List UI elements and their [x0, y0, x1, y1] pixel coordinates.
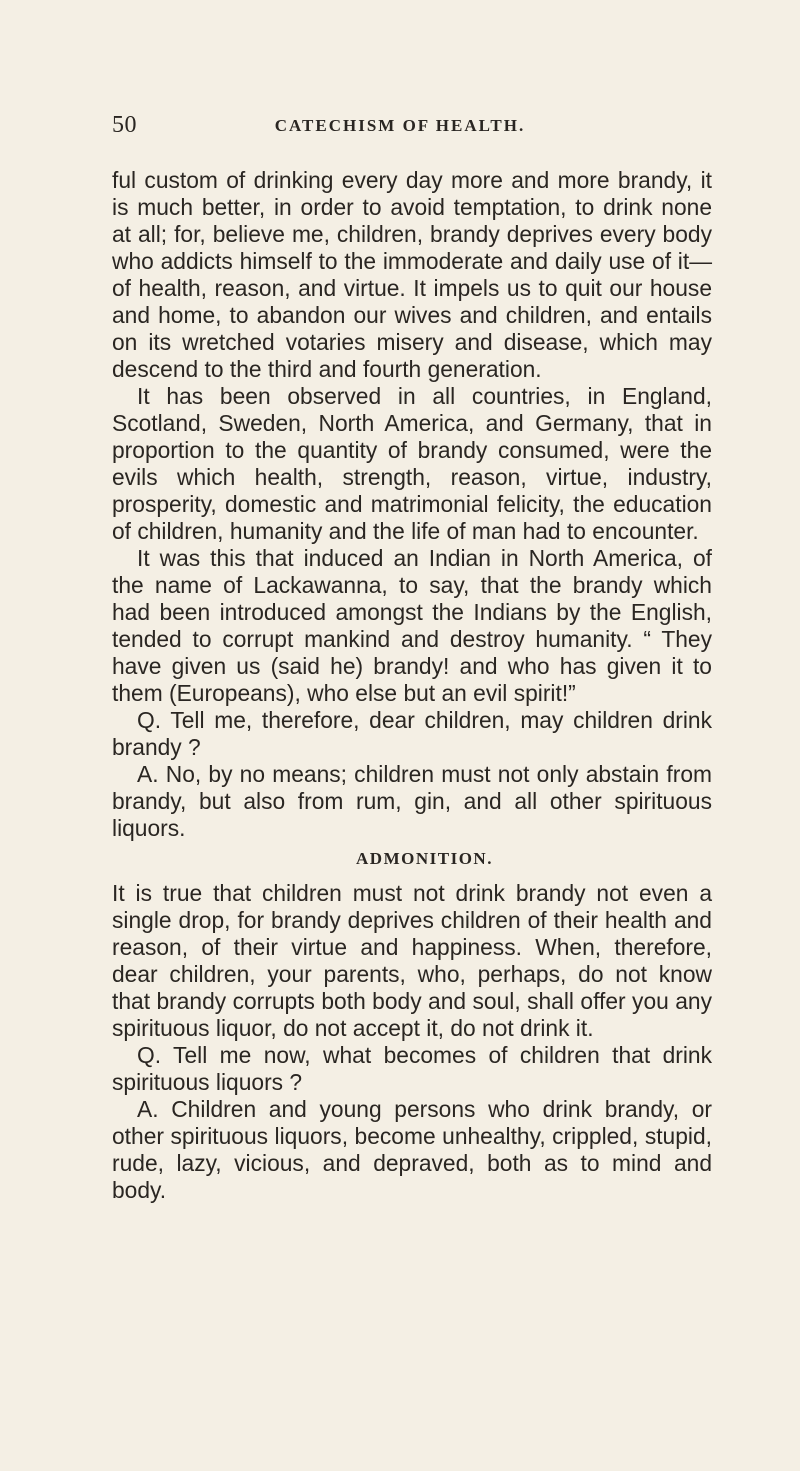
admonition-heading: ADMONITION.	[356, 849, 493, 868]
paragraph-observation: It has been observed in all countries, in England, Scotland, Sweden, North America, and Germany, that in proportion to the quantity of brandy consumed, were the evils which health, strength, reason, virtue, industry, prosperity, domestic and matrimonial felicity, the education of children, humanity and the life of man had to encounter.	[112, 383, 712, 544]
question-what-becomes: Q. Tell me now, what becomes of children that drink spirituous liquors ?	[112, 1042, 712, 1095]
body-text	[112, 167, 712, 1204]
answer-unhealthy: A. Children and young persons who drink brandy, or other spirituous liquors, become unhealthy, crippled, stupid, rude, lazy, vicious, and depraved, both as to mind and body.	[112, 1096, 712, 1203]
running-head: CATECHISM OF HEALTH.	[274, 116, 526, 135]
paragraph-indian-quote: It was this that induced an Indian in North America, of the name of Lackawanna, to say, that the brandy which had been introduced amongst the Indians by the English, tended to corrupt mankind and destroy humanity. “ They have given us (said he) brandy! and who has given it to them (Europeans), who else but an evil spirit!”	[112, 545, 712, 706]
page-number: 50	[112, 112, 137, 138]
answer-no-means: A. No, by no means; children must not only abstain from brandy, but also from rum, gin, and all other spirituous liquors.	[112, 761, 712, 841]
admonition-paragraph: It is true that children must not drink brandy not even a single drop, for brandy deprives children of their health and reason, of their virtue and happiness. When, therefore, dear children, your parents, who, perhaps, do not know that brandy corrupts both body and soul, shall offer you any spirituous liquor, do not accept it, do not drink it.	[112, 880, 712, 1041]
paragraph-continuation: ful custom of drinking every day more and more brandy, it is much better, in order to avoid temptation, to drink none at all; for, believe me, children, brandy deprives every body who addicts himself to the immoderate and daily use of it—of health, reason, and virtue. It impels us to quit our house and home, to abandon our wives and children, and entails on its wretched votaries misery and disease, which may descend to the third and fourth generation.	[112, 167, 712, 382]
page-header	[0, 112, 800, 142]
question-may-children-drink: Q. Tell me, therefore, dear children, may children drink brandy ?	[112, 707, 712, 760]
